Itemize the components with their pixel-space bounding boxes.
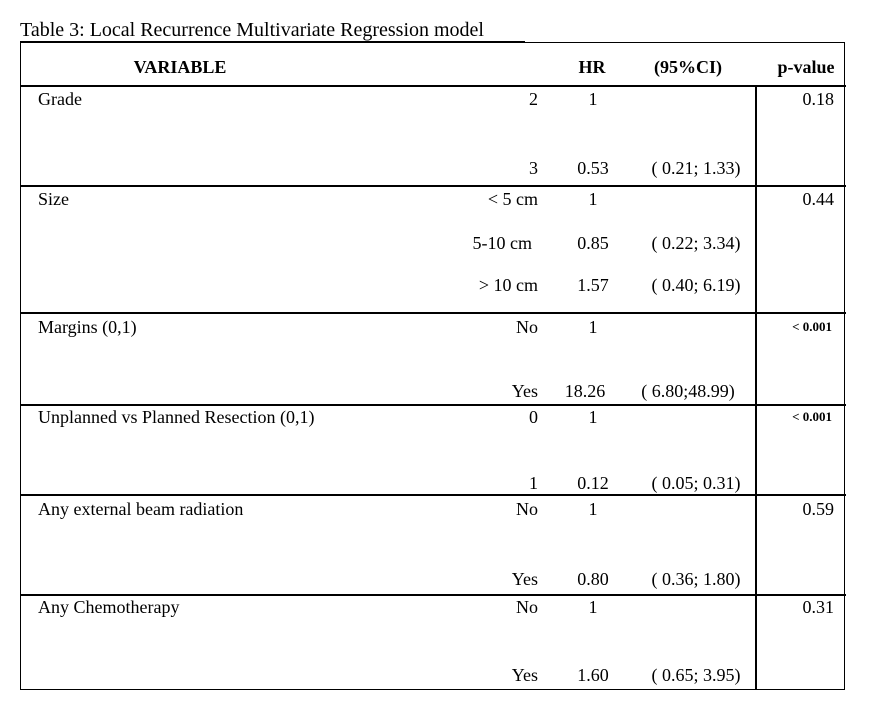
hr-cell: 0.53 xyxy=(577,158,609,178)
hr-cell: 1.57 xyxy=(577,275,609,295)
row-variable-margins: Margins (0,1) xyxy=(38,317,137,337)
row-rule xyxy=(20,185,846,187)
level-cell: 0 xyxy=(529,407,538,427)
ci-cell: ( 0.22; 3.34) xyxy=(651,233,741,253)
level-cell: No xyxy=(516,317,538,337)
table-caption: Table 3: Local Recurrence Multivariate Regression model xyxy=(20,19,484,41)
row-variable-size: Size xyxy=(38,189,69,209)
table-frame xyxy=(20,42,845,690)
level-cell: < 5 cm xyxy=(487,189,538,209)
header-hr: HR xyxy=(578,57,606,77)
row-rule xyxy=(20,494,846,496)
hr-cell: 0.85 xyxy=(577,233,609,253)
level-cell: No xyxy=(516,597,538,617)
hr-cell: 0.12 xyxy=(577,473,609,493)
p-value-cell: < 0.001 xyxy=(792,409,832,424)
p-value-cell: 0.59 xyxy=(802,499,834,519)
row-variable-radiation: Any external beam radiation xyxy=(38,499,244,519)
hr-cell: 1 xyxy=(588,407,598,427)
level-cell: Yes xyxy=(511,381,538,401)
level-cell: 1 xyxy=(529,473,538,493)
hr-cell: 1 xyxy=(588,89,598,109)
level-cell: No xyxy=(516,499,538,519)
level-cell: 5-10 cm xyxy=(472,233,532,253)
level-cell: Yes xyxy=(511,569,538,589)
row-variable-chemotherapy: Any Chemotherapy xyxy=(38,597,180,617)
level-cell: Yes xyxy=(511,665,538,685)
hr-cell: 1 xyxy=(588,597,598,617)
hr-cell: 1.60 xyxy=(577,665,609,685)
ci-cell: ( 0.40; 6.19) xyxy=(651,275,741,295)
header-ci: (95%CI) xyxy=(654,57,722,77)
level-cell: 3 xyxy=(529,158,538,178)
row-rule xyxy=(20,312,846,314)
p-value-cell: 0.44 xyxy=(802,189,834,209)
row-variable-resection: Unplanned vs Planned Resection (0,1) xyxy=(38,407,315,427)
header-p-value: p-value xyxy=(777,57,835,77)
p-value-cell: 0.18 xyxy=(802,89,834,109)
header-rule xyxy=(20,85,846,87)
hr-cell: 1 xyxy=(588,189,598,209)
hr-cell: 1 xyxy=(588,317,598,337)
level-cell: 2 xyxy=(529,89,538,109)
p-value-cell: < 0.001 xyxy=(792,319,832,334)
header-variable: VARIABLE xyxy=(133,57,227,77)
hr-cell: 0.80 xyxy=(577,569,609,589)
ci-cell: ( 0.21; 1.33) xyxy=(651,158,741,178)
ci-cell: ( 0.36; 1.80) xyxy=(651,569,741,589)
level-cell: > 10 cm xyxy=(478,275,538,295)
hr-cell: 18.26 xyxy=(564,381,606,401)
ci-cell: ( 6.80;48.99) xyxy=(641,381,735,401)
hr-cell: 1 xyxy=(588,499,598,519)
p-value-cell: 0.31 xyxy=(802,597,834,617)
row-variable-grade: Grade xyxy=(38,89,82,109)
ci-cell: ( 0.65; 3.95) xyxy=(651,665,741,685)
ci-cell: ( 0.05; 0.31) xyxy=(651,473,741,493)
